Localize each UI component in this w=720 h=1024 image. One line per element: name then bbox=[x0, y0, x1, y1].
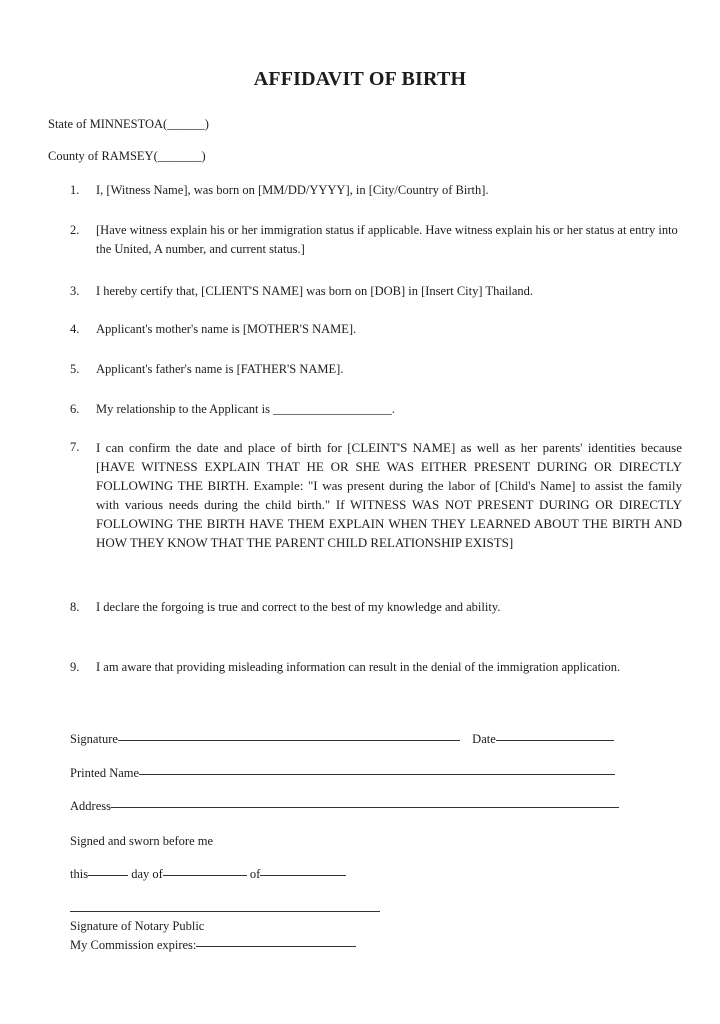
item-number: 6. bbox=[70, 402, 80, 416]
item-text: Applicant's mother's name is [MOTHER'S NAME]. bbox=[96, 322, 357, 336]
month-field[interactable] bbox=[163, 874, 247, 876]
item-number: 1. bbox=[70, 183, 80, 197]
item-number: 2. bbox=[70, 223, 80, 237]
day-field[interactable] bbox=[88, 874, 128, 876]
signature-row bbox=[70, 732, 614, 747]
address-row bbox=[70, 799, 619, 814]
day-of-label: day of bbox=[131, 867, 163, 881]
item-text: I declare the forgoing is true and correct to the best of my knowledge and ability. bbox=[96, 600, 501, 614]
item-text: My relationship to the Applicant is ___________________. bbox=[96, 402, 395, 416]
item-text: [Have witness explain his or her immigration status if applicable. Have witness explain his or her status at entry into the United, A number, and current status.] bbox=[96, 223, 678, 256]
item-text: Applicant's father's name is [FATHER'S NAME]. bbox=[96, 362, 344, 376]
venue-county: County of RAMSEY(_______) bbox=[48, 149, 206, 163]
notary-label: Signature of Notary Public bbox=[70, 919, 205, 933]
document-title: AFFIDAVIT OF BIRTH bbox=[253, 68, 467, 90]
sworn-statement: Signed and sworn before me bbox=[70, 834, 214, 848]
item-number: 8. bbox=[70, 600, 80, 614]
item-number: 3. bbox=[70, 284, 80, 298]
signature-field[interactable] bbox=[118, 739, 460, 741]
address-label: Address bbox=[70, 799, 111, 813]
year-field[interactable] bbox=[260, 874, 346, 876]
address-field[interactable] bbox=[111, 806, 619, 808]
item-number: 4. bbox=[70, 322, 80, 336]
venue-state: State of MINNESTOA(______) bbox=[48, 117, 209, 131]
printed-name-field[interactable] bbox=[139, 773, 615, 775]
item-text: I hereby certify that, [CLIENT'S NAME] was born on [DOB] in [Insert City] Thailand. bbox=[96, 284, 533, 298]
date-field[interactable] bbox=[496, 739, 614, 741]
printed-name-row bbox=[70, 766, 615, 781]
item-number: 7. bbox=[70, 440, 80, 454]
item-number: 5. bbox=[70, 362, 80, 376]
sworn-date-row bbox=[70, 867, 346, 882]
notary-signature-line[interactable] bbox=[70, 911, 380, 912]
item-text: I am aware that providing misleading information can result in the denial of the immigration application. bbox=[96, 660, 621, 674]
of-label: of bbox=[249, 867, 261, 881]
date-label: Date bbox=[472, 732, 496, 746]
item-text: I, [Witness Name], was born on [MM/DD/YYYY], in [City/Country of Birth]. bbox=[96, 183, 489, 197]
commission-row bbox=[70, 938, 356, 953]
this-label: this bbox=[70, 867, 89, 881]
commission-label: My Commission expires: bbox=[70, 938, 197, 952]
item-number: 9. bbox=[70, 660, 80, 674]
commission-field[interactable] bbox=[196, 945, 356, 947]
item-text: I can confirm the date and place of birth for [CLEINT'S NAME] as well as her parents' identities because [HAVE WITNESS EXPLAIN THAT HE OR SHE WAS EITHER PRESENT DURING OR DIRECTLY FOLLOWING THE BIRTH. Example: "I was present during the labor of [Child's Name] to assist the family with various needs during the child birth." If WITNESS WAS NOT PRESENT DURING OR DIRECTLY FOLLOWING THE BIRTH HAVE THEM EXPLAIN WHEN THEY LEARNED ABOUT THE BIRTH AND HOW THEY KNOW THAT THE PARENT CHILD RELATIONSHIP EXISTS] bbox=[96, 440, 682, 550]
signature-label: Signature bbox=[70, 732, 118, 746]
printed-name-label: Printed Name bbox=[70, 766, 140, 780]
